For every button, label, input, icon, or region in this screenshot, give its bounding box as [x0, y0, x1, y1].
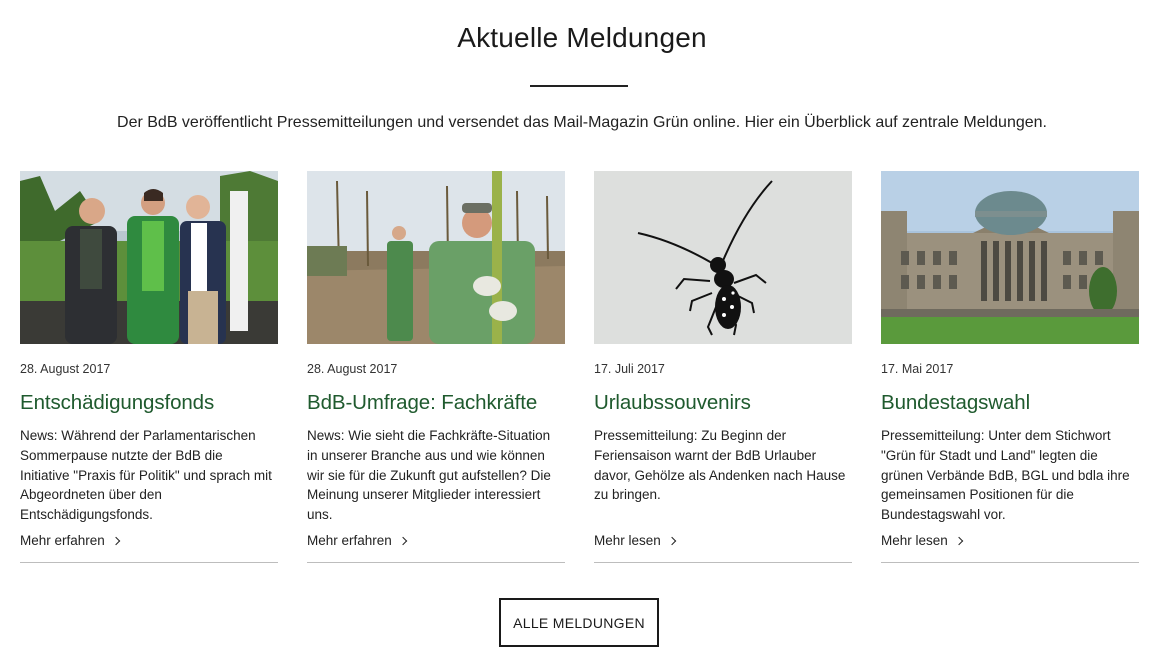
card-date: 28. August 2017 [307, 362, 398, 376]
news-card [594, 171, 852, 564]
card-image [594, 171, 852, 344]
chevron-right-icon [112, 536, 120, 544]
card-excerpt: News: Wie sieht die Fachkräfte-Situation in unserer Branche aus und wie können wir sie für die Zukunft gut aufstellen? Die Meinung unserer Mitglieder interessiert uns. [307, 428, 551, 523]
section-title: Aktuelle Meldungen [457, 22, 707, 53]
card-date: 17. Mai 2017 [881, 362, 954, 376]
card-divider [20, 562, 278, 563]
card-image [881, 171, 1139, 344]
card-title-link[interactable]: Bundestagswahl [881, 391, 1031, 414]
card-excerpt: Pressemitteilung: Zu Beginn der Feriensaison warnt der BdB Urlauber davor, Gehölze als Andenken nach Hause zu bringen. [594, 428, 846, 503]
card-date: 17. Juli 2017 [594, 362, 665, 376]
card-excerpt: News: Während der Parlamentarischen Sommerpause nutzte der BdB die Initiative "Praxis für Politik" und sprach mit Abgeordneten über den Entschädigungsfonds. [20, 428, 272, 523]
section-intro: Der BdB veröffentlicht Pressemitteilungen und versendet das Mail-Magazin Grün online. Hier ein Überblick auf zentrale Meldungen. [117, 114, 1047, 131]
news-card [20, 171, 278, 564]
read-more-link[interactable] [307, 533, 406, 548]
read-more-label: Mehr lesen [594, 533, 661, 548]
chevron-right-icon [399, 536, 407, 544]
read-more-label: Mehr erfahren [307, 533, 392, 548]
card-title-link[interactable]: Urlaubssouvenirs [594, 391, 751, 414]
news-card [881, 171, 1139, 564]
card-image [307, 171, 565, 344]
card-image-link[interactable] [881, 171, 1139, 344]
card-title-link[interactable]: BdB-Umfrage: Fachkräfte [307, 391, 538, 414]
read-more-label: Mehr erfahren [20, 533, 105, 548]
read-more-label: Mehr lesen [881, 533, 948, 548]
news-card [307, 171, 565, 564]
card-date: 28. August 2017 [20, 362, 111, 376]
card-image-link[interactable] [20, 171, 278, 344]
card-image-link[interactable] [307, 171, 565, 344]
card-excerpt: Pressemitteilung: Unter dem Stichwort "Grün für Stadt und Land" legten die grünen Verbände BdB, BGL und bdla ihre gemeinsamen Positionen für die Bundestagswahl vor. [881, 428, 1130, 523]
chevron-right-icon [955, 536, 963, 544]
card-divider [594, 562, 852, 563]
read-more-link[interactable] [881, 533, 962, 548]
chevron-right-icon [668, 536, 676, 544]
card-image [20, 171, 278, 344]
card-divider [881, 562, 1139, 563]
read-more-link[interactable] [594, 533, 675, 548]
card-divider [307, 562, 565, 563]
all-news-button[interactable]: ALLE MELDUNGEN [499, 598, 659, 647]
card-title-link[interactable]: Entschädigungsfonds [20, 391, 215, 414]
read-more-link[interactable] [20, 533, 119, 548]
card-image-link[interactable] [594, 171, 852, 344]
title-divider [530, 85, 628, 87]
